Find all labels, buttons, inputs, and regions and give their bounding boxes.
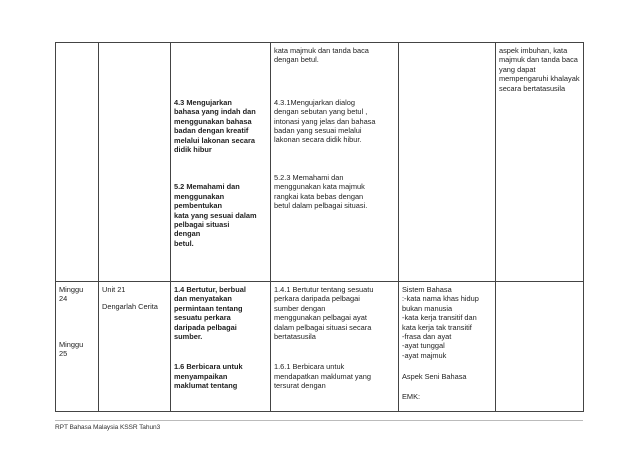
unit-cell: [99, 282, 171, 412]
standard-1-4: 1.4 Bertutur, berbual dan menyatakan permintaan tentang sesuatu perkara daripada pelbagai sumber.: [174, 285, 246, 342]
footer-divider: [55, 420, 583, 421]
outcome-4-3-1: 4.3.1Mengujarkan dialog dengan sebutan yang betul , intonasi yang jelas dan bahasa badan yang sesuai melalui lakonan secara didik hibur.: [274, 97, 376, 145]
learning-outcome-cell: [271, 43, 399, 282]
notes-cell: [496, 43, 584, 282]
week-cell: [56, 282, 99, 412]
notes-text: aspek imbuhan, kata majmuk dan tanda baca yang dapat mempengaruhi khalayak secara bertatasusila: [499, 46, 580, 93]
rpt-table: [55, 42, 584, 412]
outcome-1-4-1: 1.4.1 Bertutur tentang sesuatu perkara daripada pelbagai sumber dengan menggunakan pelbagai ayat dalam pelbagai situasi secara bertatasusila: [274, 285, 374, 342]
week-25: Minggu 25: [59, 339, 84, 359]
element-cell: [399, 282, 496, 412]
standard-cell: [171, 43, 271, 282]
element-cell: [399, 43, 496, 282]
outcome-1-6-1: 1.6.1 Berbicara untuk mendapatkan maklumat yang tersurat dengan: [274, 362, 371, 391]
unit-cell: [99, 43, 171, 282]
week-24: Minggu 24: [59, 285, 84, 304]
standard-1-6: 1.6 Berbicara untuk menyampaikan maklumat tentang: [174, 362, 243, 391]
learning-outcome-cell: [271, 282, 399, 412]
standard-5-2: 5.2 Memahami dan menggunakan pembentukan kata yang sesuai dalam pelbagai situasi dengan betul.: [174, 182, 257, 248]
week-cell: [56, 43, 99, 282]
aspek-seni-bahasa: Aspek Seni Bahasa: [402, 372, 467, 382]
unit-title: Dengarlah Cerita: [102, 302, 158, 312]
notes-cell: [496, 282, 584, 412]
table-row: [56, 43, 584, 282]
standard-cell: [171, 282, 271, 412]
page-footer: RPT Bahasa Malaysia KSSR Tahun3: [55, 424, 161, 431]
outcome-top-text: kata majmuk dan tanda baca dengan betul.: [274, 46, 369, 65]
emk-label: EMK:: [402, 391, 421, 401]
sistem-bahasa: Sistem Bahasa :-kata nama khas hidup bukan manusia -kata kerja transitif dan kata kerja tak transitif -frasa dan ayat -ayat tunggal -ayat majmuk: [402, 285, 479, 360]
outcome-5-2-3: 5.2.3 Memahami dan menggunakan kata majmuk rangkai kata bebas dengan betul dalam pelbagai situasi.: [274, 172, 368, 211]
table-row: [56, 282, 584, 412]
standard-4-3: 4.3 Mengujarkan bahasa yang indah dan menggunakan bahasa badan dengan kreatif melalui lakonan secara didik hibur: [174, 98, 256, 155]
unit-number: Unit 21: [102, 285, 126, 294]
